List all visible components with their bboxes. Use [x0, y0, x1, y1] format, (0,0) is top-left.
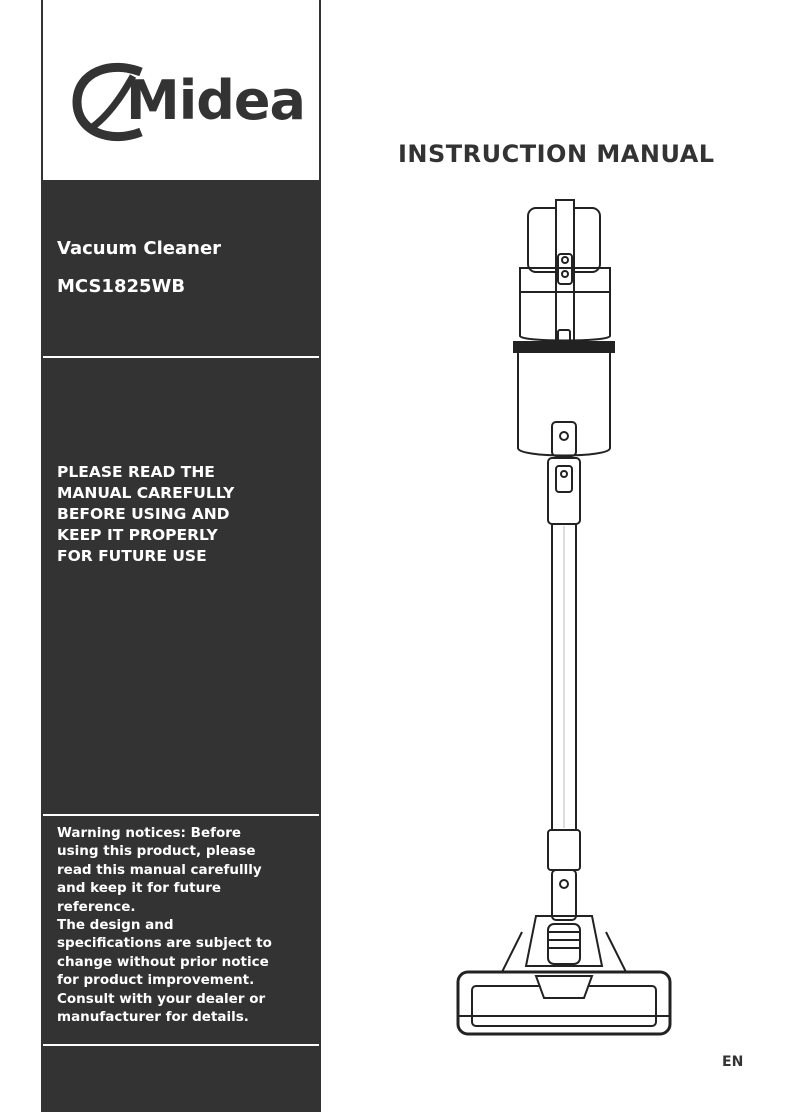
vacuum-cleaner-illustration: [452, 196, 676, 1048]
warning-line: for product improvement.: [57, 972, 255, 989]
product-name: Vacuum Cleaner: [57, 238, 222, 259]
notice-line: PLEASE READ THE: [57, 463, 215, 481]
instruction-panel: [43, 358, 319, 814]
notice-line: FOR FUTURE USE: [57, 547, 207, 565]
manual-title: INSTRUCTION MANUAL: [398, 140, 715, 168]
warning-notice: [57, 824, 307, 1026]
model-number: MCS1825WB: [57, 276, 186, 297]
warning-line: specifications are subject to: [57, 935, 272, 952]
notice-line: MANUAL CAREFULLY: [57, 484, 235, 502]
logo-text: Midea: [126, 69, 305, 132]
warning-line: Warning notices: Before: [57, 825, 242, 841]
notice-line: KEEP IT PROPERLY: [57, 526, 218, 544]
warning-panel: [43, 816, 319, 1044]
midea-logo: [71, 58, 305, 148]
read-manual-notice: [57, 462, 287, 567]
logo-area: [43, 0, 319, 180]
warning-line: change without prior notice: [57, 953, 269, 970]
language-code: EN: [722, 1054, 744, 1070]
notice-line: BEFORE USING AND: [57, 505, 230, 523]
warning-line: reference.: [57, 898, 136, 915]
warning-line: read this manual carefullly: [57, 861, 262, 878]
cover-sidebar: [41, 0, 321, 1112]
product-panel: [43, 180, 319, 356]
warning-line: Consult with your dealer or: [57, 990, 266, 1007]
footer-panel: [43, 1046, 319, 1112]
warning-line: The design and: [57, 917, 174, 934]
warning-line: and keep it for future: [57, 880, 222, 897]
warning-line: using this product, please: [57, 843, 256, 860]
warning-line: manufacturer for details.: [57, 1009, 249, 1026]
